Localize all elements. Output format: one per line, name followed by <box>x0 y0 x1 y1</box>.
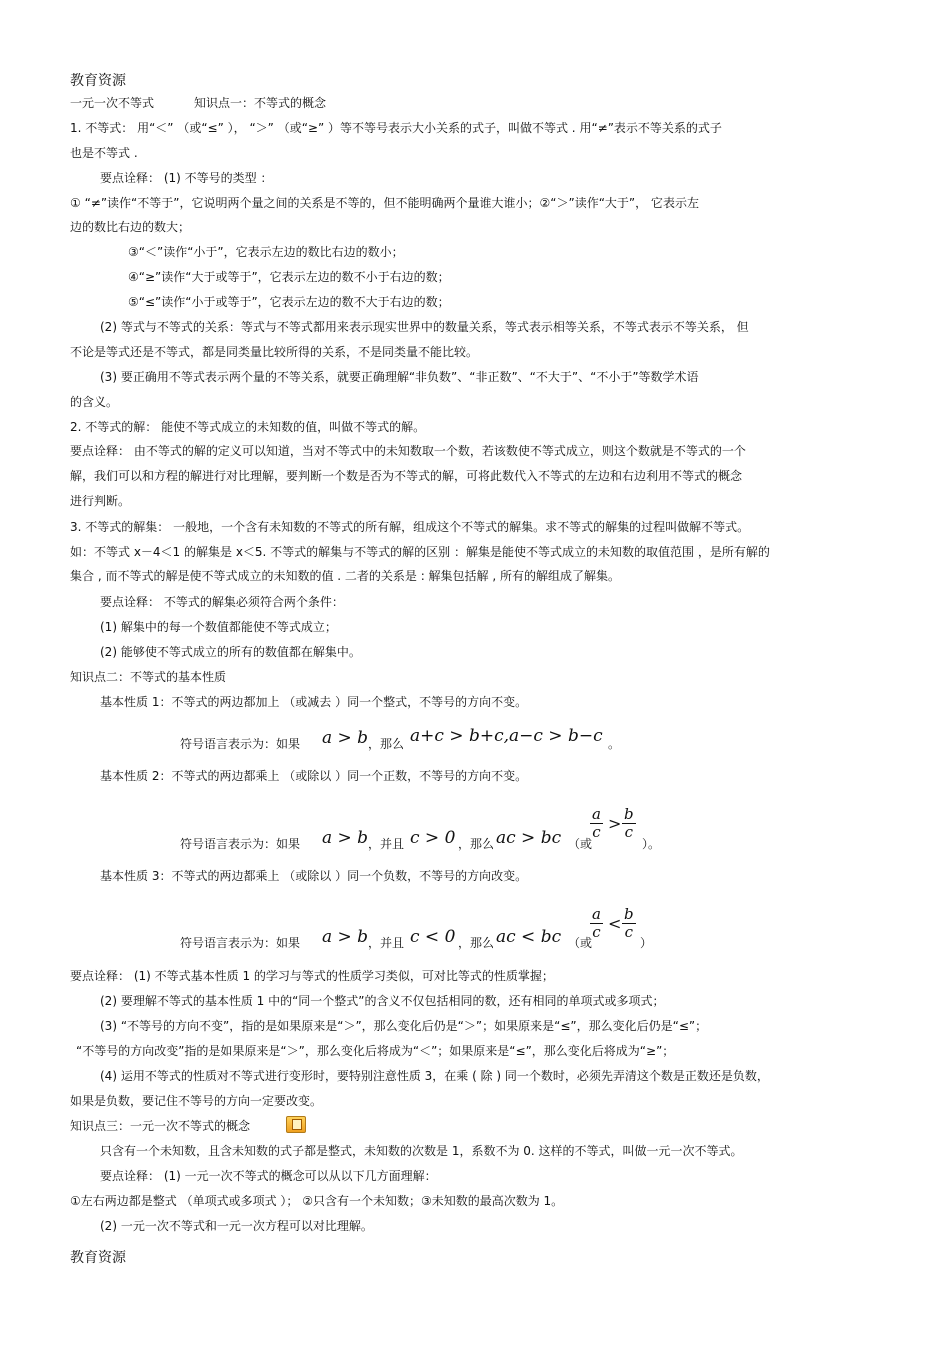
formula-label: 符号语言表示为：如果 <box>180 936 301 950</box>
formula-label: 。 <box>608 737 621 751</box>
text-line: ③“＜”读作“小于”，它表示左边的数比右边的数小； <box>128 245 404 259</box>
section-title: 知识点三：一元一次不等式的概念 <box>70 1119 251 1133</box>
text-line: ①左右两边都是整式 （单项式或多项式 ）； ②只含有一个未知数；③未知数的最高次数为 1。 <box>70 1194 564 1208</box>
text-line: 要点诠释： 不等式的解集必须符合两个条件： <box>100 595 344 609</box>
text-line: 要点诠释： (1) 不等号的类型 ： <box>100 171 273 185</box>
fraction-numerator: a <box>592 805 601 823</box>
fraction <box>622 906 636 941</box>
text-line: 要点诠释： (1) 一元一次不等式的概念可以从以下几方面理解： <box>100 1169 437 1183</box>
chapter-title: 一元一次不等式 <box>70 96 155 110</box>
fraction-relation: > <box>608 814 622 833</box>
text-line: 进行判断。 <box>70 494 131 508</box>
fraction-relation: < <box>608 914 622 933</box>
text-line: 边的数比右边的数大； <box>70 220 191 234</box>
formula-math: a > b <box>322 728 369 748</box>
formula-math: ac < bc <box>496 927 562 947</box>
text-line: (2) 等式与不等式的关系：等式与不等式都用来表示现实世界中的数量关系，等式表示相等关系，不等式表示不等关系， 但 <box>100 320 749 334</box>
text-line: 也是不等式 . <box>70 146 138 160</box>
text-line: (3) “不等号的方向不变”，指的是如果原来是“＞”，那么变化后仍是“＞”；如果原来是“≤”，那么变化后仍是“≤”； <box>100 1019 708 1033</box>
fraction <box>622 806 636 841</box>
formula-math: a > b <box>322 828 369 848</box>
formula-math: a+c > b+c,a−c > b−c <box>410 726 603 746</box>
text-line: 只含有一个未知数，且含未知数的式子都是整式，未知数的次数是 1，系数不为 0. 这样的不等式，叫做一元一次不等式。 <box>100 1144 743 1158</box>
text-line: 2. 不等式的解： 能使不等式成立的未知数的值，叫做不等式的解。 <box>70 420 426 434</box>
fraction <box>590 906 603 941</box>
text-line: 解，我们可以和方程的解进行对比理解，要判断一个数是否为不等式的解，可将此数代入不等式的左边和右边利用不等式的概念 <box>70 469 743 483</box>
text-line: (4) 运用不等式的性质对不等式进行变形时，要特别注意性质 3，在乘 ( 除 ) 同一个数时，必须先弄清这个数是正数还是负数， <box>100 1069 769 1083</box>
text-line: (3) 要正确用不等式表示两个量的不等关系，就要正确理解“非负数”、“非正数”、“不大于”、“不小于”等数学术语 <box>100 370 699 384</box>
formula-label: （或 <box>568 837 593 851</box>
fraction-denominator: c <box>624 823 633 841</box>
page-footer: 教育资源 <box>70 1250 126 1266</box>
formula-label: ，并且 <box>368 837 405 851</box>
formula-math: ac > bc <box>496 828 562 848</box>
text-line: 要点诠释： 由不等式的解的定义可以知道，当对不等式中的未知数取一个数，若该数使不等式成立，则这个数就是不等式的一个 <box>70 444 746 458</box>
page-header: 教育资源 <box>70 73 126 89</box>
attachment-icon[interactable] <box>286 1116 306 1133</box>
formula-label: ，那么 <box>368 737 405 751</box>
text-line: “不等号的方向改变”指的是如果原来是“＞”，那么变化后将成为“＜”；如果原来是“≤”，那么变化后将成为“≥”； <box>76 1044 675 1058</box>
formula-label: ） <box>640 936 653 950</box>
section-title: 知识点一：不等式的概念 <box>194 96 327 110</box>
formula-math: c < 0 <box>410 927 456 947</box>
text-line: 不论是等式还是不等式，都是同类量比较所得的关系，不是同类量不能比较。 <box>70 345 479 359</box>
text-line: 如：不等式 x－4＜1 的解集是 x＜5. 不等式的解集与不等式的解的区别 ：解集是能使不等式成立的未知数的取值范围 ，是所有解的 <box>70 545 770 559</box>
text-line: (2) 要理解不等式的基本性质 1 中的“同一个整式”的含义不仅包括相同的数，还有相同的单项式或多项式； <box>100 994 665 1008</box>
text-line: 集合 , 而不等式的解是使不等式成立的未知数的值 . 二者的关系是 : 解集包括解 , 所有的解组成了解集。 <box>70 569 621 583</box>
formula-label: ，那么 <box>458 837 495 851</box>
section-title: 知识点二：不等式的基本性质 <box>70 670 227 684</box>
formula-label: ）。 <box>642 837 661 851</box>
text-line: ④“≥”读作“大于或等于”，它表示左边的数不小于右边的数； <box>128 270 450 284</box>
text-line: (2) 一元一次不等式和一元一次方程可以对比理解。 <box>100 1219 373 1233</box>
formula-label: ，那么 <box>458 936 495 950</box>
formula-label: ，并且 <box>368 936 405 950</box>
text-line: 的含义。 <box>70 395 119 409</box>
fraction-denominator: c <box>592 923 601 941</box>
formula-math: c > 0 <box>410 828 456 848</box>
text-line: (2) 能够使不等式成立的所有的数值都在解集中。 <box>100 645 361 659</box>
fraction-numerator: b <box>624 905 634 923</box>
formula-math: a > b <box>322 927 369 947</box>
text-line: (1) 解集中的每一个数值都能使不等式成立； <box>100 620 337 634</box>
formula-label: （或 <box>568 936 593 950</box>
formula-label: 符号语言表示为：如果 <box>180 737 301 751</box>
formula-label: 符号语言表示为：如果 <box>180 837 301 851</box>
text-line: 要点诠释： (1) 不等式基本性质 1 的学习与等式的性质学习类似，可对比等式的性质掌握； <box>70 969 554 983</box>
text-line: 基本性质 2：不等式的两边都乘上 （或除以 ）同一个正数，不等号的方向不变。 <box>100 769 528 783</box>
text-line: ⑤“≤”读作“小于或等于”，它表示左边的数不大于右边的数； <box>128 295 450 309</box>
text-line: 基本性质 1：不等式的两边都加上 （或减去 ）同一个整式，不等号的方向不变。 <box>100 695 528 709</box>
text-line: ① “≠”读作“不等于”，它说明两个量之间的关系是不等的，但不能明确两个量谁大谁小；②“＞”读作“大于”， 它表示左 <box>70 196 699 210</box>
text-line: 基本性质 3：不等式的两边都乘上 （或除以 ）同一个负数，不等号的方向改变。 <box>100 869 528 883</box>
fraction <box>590 806 603 841</box>
fraction-denominator: c <box>592 823 601 841</box>
fraction-numerator: a <box>592 905 601 923</box>
fraction-numerator: b <box>624 805 634 823</box>
text-line: 如果是负数，要记住不等号的方向一定要改变。 <box>70 1094 323 1108</box>
text-line: 1. 不等式： 用“＜” （或“≤” ）， “＞” （或“≥” ）等不等号表示大小关系的式子，叫做不等式 . 用“≠”表示不等关系的式子 <box>70 121 722 135</box>
fraction-denominator: c <box>624 923 633 941</box>
text-line: 3. 不等式的解集： 一般地，一个含有未知数的不等式的所有解，组成这个不等式的解集。求不等式的解集的过程叫做解不等式。 <box>70 520 750 534</box>
